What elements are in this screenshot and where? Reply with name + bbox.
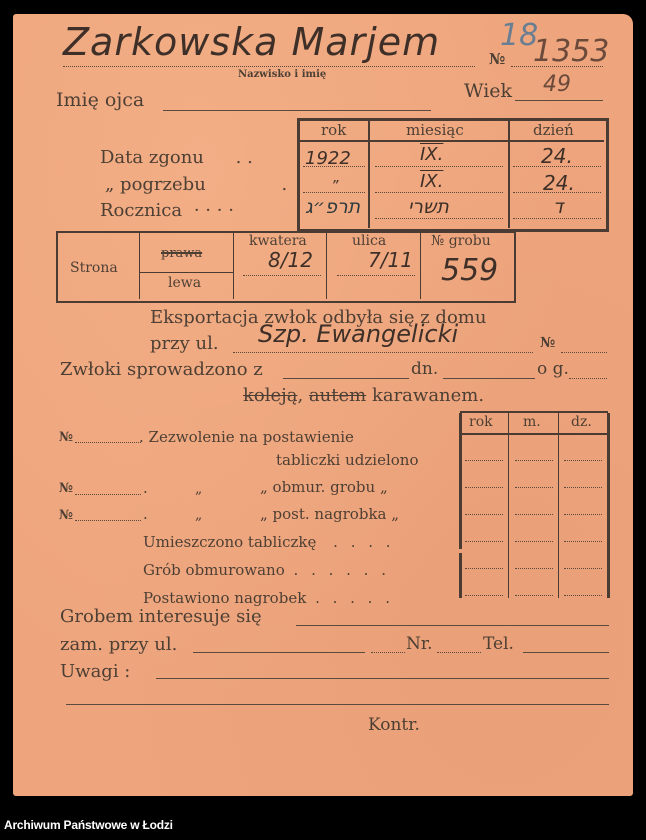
transport-line: koleją, autem karawanem. [243,385,485,406]
permits-table-header-line [462,433,607,435]
permit-number-label: № [59,508,74,523]
dates-header-rok: rok [321,121,347,139]
interested-label: Grobem interesuje się [60,606,262,627]
permit-tombstone-text: „ post. nagrobka „ [260,505,400,523]
kwatera-label: kwatera [249,233,307,249]
permit-number-line[interactable] [75,442,141,443]
permits-table-top [460,411,608,413]
address-label: zam. przy ul. [60,634,178,655]
death-year: 1922 [305,148,351,169]
grave-number-label: № grobu [431,233,491,249]
transport-hearse: karawanem. [371,385,485,406]
permits-table-cell[interactable] [564,541,602,542]
death-date-label [100,147,253,168]
burial-day: 24. [543,171,575,195]
permits-header-day: dz. [571,414,592,430]
brought-day-label: dn. [411,359,439,379]
street-value: Szp. Ewangelicki [258,320,459,348]
leader-dots: . [281,174,288,195]
notes-line-2[interactable] [66,704,609,705]
brought-hour-line[interactable] [569,378,607,379]
permits-table-divider [558,413,559,598]
permits-table-cell[interactable] [515,541,553,542]
ditto-mark: „ [195,481,203,497]
permits-table-right [607,413,610,598]
leader-dots: · · · · [193,200,234,221]
brought-day-line[interactable] [443,378,535,379]
anniversary-day-hebrew: ד [553,196,564,218]
permit-dot: . [143,479,148,497]
permits-header-rok: rok [469,414,493,430]
age-line [515,100,603,101]
transport-rail: koleją [243,385,298,406]
father-line[interactable] [163,110,431,111]
permit-number-label: № [59,481,74,496]
dates-row-line [375,218,503,219]
permit-number-label: № [59,430,74,445]
kwatera-value: 8/12 [268,248,313,272]
dates-row-line [513,192,601,193]
permit-number-line[interactable] [75,520,141,521]
leader-dots: . . . . . [315,589,394,607]
location-divider [420,233,421,299]
leader-dots: . . . . . . [293,561,390,579]
dates-row-line [303,166,365,167]
card-number-line [511,66,603,67]
name-line [63,66,475,67]
permit-wall-text: „ obmur. grobu „ [260,478,388,496]
burial-year-ditto: „ [333,170,341,186]
done-wall-label [143,561,390,579]
address-nr-line[interactable] [437,652,481,653]
permits-table-cell[interactable] [465,568,503,569]
dates-row-line [513,166,601,167]
pencil-number: 18 [500,18,539,53]
street-line [233,352,533,353]
notes-label: Uwagi : [60,661,131,682]
permits-table-cell[interactable] [515,460,553,461]
permits-table-cell[interactable] [515,514,553,515]
father-label: Imię ojca [56,89,145,111]
permits-table-cell[interactable] [564,460,602,461]
permit-number-line[interactable] [75,494,141,495]
permits-table-cell[interactable] [465,460,503,461]
permits-table-divider [508,413,509,598]
leader-dots: . . [235,147,253,168]
dates-col-divider [508,120,510,228]
burial-month: IX. [420,171,444,192]
transport-car-text: autem [308,385,367,406]
dates-col-divider [368,120,370,228]
death-month: IX. [420,144,444,165]
age-value: 49 [543,72,571,97]
dates-header-miesiac: miesiąc [406,121,464,139]
anniversary-year-hebrew: תרפ״ג [305,196,361,218]
permit-dot: . [143,505,148,523]
brought-from-line[interactable] [283,378,409,379]
location-divider [139,233,140,299]
control-label: Kontr. [368,715,420,735]
name-value: Zarkowska Marjem [63,20,441,64]
address-tel-line[interactable] [523,652,609,653]
done-plaque-label [143,533,395,551]
house-number-label: № [540,335,556,351]
interested-line[interactable] [296,625,609,626]
address-nr-label: Nr. [406,634,433,654]
age-label: Wiek [464,80,513,102]
permits-header-month: m. [523,414,541,430]
brought-from-label: Zwłoki sprowadzono z [60,359,263,380]
grave-number-value: 559 [441,253,499,288]
export-line: Eksportacja zwłok odbyła się z domu [150,307,487,328]
permits-table-cell[interactable] [515,487,553,488]
anniversary-text: Rocznica [100,200,183,221]
dates-row-line [375,192,503,193]
anniversary-label [100,200,234,221]
permit-plaque-text-2: tabliczki udzielono [276,451,419,469]
ulica-value: 7/11 [368,248,413,272]
permits-table-cell[interactable] [564,487,602,488]
permits-table-cell[interactable] [515,568,553,569]
permit-plaque-text: . Zezwolenie na postawienie [139,428,354,446]
kwatera-line [243,275,321,276]
done-tombstone-text: Postawiono nagrobek [143,589,307,607]
burial-record-card [13,14,633,796]
street-label: przy ul. [150,333,219,354]
side-label: Strona [70,260,118,276]
dates-header-dzien: dzień [533,121,574,139]
ditto-mark: „ [195,507,203,523]
death-date-text: Data zgonu [100,147,204,168]
dates-row-line [513,218,601,219]
death-day: 24. [541,144,573,168]
permits-table-cell[interactable] [465,541,503,542]
ulica-line [337,275,415,276]
permits-table-cell[interactable] [564,568,602,569]
side-divider [140,272,233,273]
anniversary-month-hebrew: תשרי [408,196,449,218]
done-wall-text: Grób obmurowano [143,561,285,579]
permits-table-cell[interactable] [465,487,503,488]
card-number-value: 1353 [533,34,610,69]
leader-dots: . . . . [333,533,395,551]
address-line[interactable] [193,652,365,653]
transport-car [309,385,366,406]
location-divider [326,233,327,299]
archive-caption: Archiwum Państwowe w Łodzi [4,818,173,832]
permits-table-cell[interactable] [564,595,602,596]
done-tombstone-label [143,589,394,607]
done-plaque-text: Umieszczono tabliczkę [143,533,317,551]
notes-line[interactable] [156,678,609,679]
dates-header-divider [300,140,604,142]
location-divider [233,233,234,299]
address-tel-label: Tel. [483,634,514,654]
house-number-line[interactable] [561,352,607,353]
permits-table-cell[interactable] [564,514,602,515]
burial-date-label [100,174,287,195]
name-label: Nazwisko i imię [238,69,327,80]
permits-table-cell[interactable] [465,595,503,596]
dates-row-line [303,192,365,193]
brought-hour-label: o g. [537,359,569,379]
ulica-label: ulica [352,233,387,249]
address-line-2 [371,652,405,653]
side-option-left: lewa [168,275,202,291]
permits-table-left [459,553,462,598]
permits-table-cell[interactable] [515,595,553,596]
side-option-right: prawa [161,246,203,261]
permits-table-cell[interactable] [465,514,503,515]
burial-date-text: „ pogrzebu [105,174,206,195]
card-number-label: № [489,50,506,68]
dates-row-line [375,166,503,167]
